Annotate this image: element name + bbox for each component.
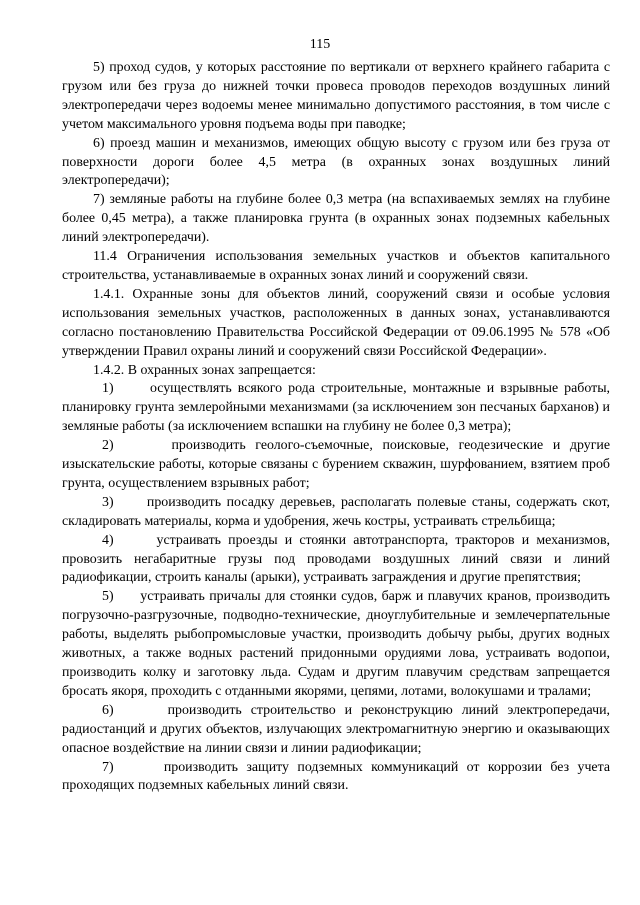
paragraph-item-5-vessel-passage: 5) проход судов, у которых расстояние по вертикали от верхнего крайнего габарита с грузом или без груза до нижней точки провеса проводов переходов воздушных линий электропередачи через водоемы менее минимально допустимого расстояния, в том числе с учетом максимального уровня подъема воды при паводке; xyxy=(62,60,610,132)
prohibition-item-5: 5) устраивать причалы для стоянки судов, барж и плавучих кранов, производить погрузочно-разгрузочные, подводно-технические, дноуглубительные и землечерпательные работы, выделять рыбопромысловые участки, производить добычу рыбы, других водных животных, а также водных растений придонными орудиями лова, устраивать водопои, производить колку и заготовку льда. Судам и другим плавучим средствам запрещается бросать якоря, проходить с отданными якорями, цепями, лотами, волокушами и тралами; xyxy=(62,589,610,699)
prohibition-item-3: 3) производить посадку деревьев, располагать полевые станы, содержать скот, складировать материалы, корма и удобрения, жечь костры, устраивать стрельбища; xyxy=(62,494,610,529)
section-heading-11-4: 11.4 Ограничения использования земельных участков и объектов капитального строительства, устанавливаемые в охранных зонах линий и сооружений связи. xyxy=(62,249,610,283)
paragraph-item-7-earthworks: 7) земляные работы на глубине более 0,3 метра (на вспахиваемых землях на глубине более 0,45 метра), а также планировка грунта (в охранных зонах подземных кабельных линий электропередачи). xyxy=(62,192,610,246)
prohibition-item-6: 6) производить строительство и реконструкцию линий электропередачи, радиостанций и других объектов, излучающих электромагнитную энергию и оказывающих опасное воздействие на линии связи и линии радиофикации; xyxy=(62,702,610,756)
prohibition-item-4: 4) устраивать проезды и стоянки автотранспорта, тракторов и механизмов, провозить негабаритные грузы под проводами воздушных линий связи и линий радиофикации, строить каналы (арыки), устраивать заграждения и другие препятствия; xyxy=(62,532,610,586)
paragraph-1-4-2: 1.4.2. В охранных зонах запрещается: xyxy=(93,362,316,378)
page-content xyxy=(62,59,610,796)
page-number: 115 xyxy=(309,37,331,52)
prohibition-item-7: 7) производить защиту подземных коммуникаций от коррозии без учета проходящих подземных кабельных линий связи. xyxy=(62,759,610,794)
prohibition-item-1: 1) осуществлять всякого рода строительные, монтажные и взрывные работы, планировку грунта землеройными механизмами (за исключением зон песчаных барханов) и земляные работы (за исключением вспашки на глубину не более 0,3 метра); xyxy=(62,381,610,435)
paragraph-1-4-1: 1.4.1. Охранные зоны для объектов линий, сооружений связи и особые условия использования земельных участков, расположенных в данных зонах, устанавливаются согласно постановлению Правительства Российской Федерации от 09.06.1995 № 578 «Об утверждении Правил охраны линий и сооружений связи Российской Федерации». xyxy=(62,286,610,359)
prohibition-item-2: 2) производить геолого-съемочные, поисковые, геодезические и другие изыскательские работы, которые связаны с бурением скважин, шурфованием, взятием проб грунта, осуществлением взрывных работ; xyxy=(62,438,610,491)
paragraph-item-6-vehicle-passage: 6) проезд машин и механизмов, имеющих общую высоту с грузом или без груза от поверхности дороги более 4,5 метра (в охранных зонах воздушных линий электропередачи); xyxy=(62,135,610,189)
